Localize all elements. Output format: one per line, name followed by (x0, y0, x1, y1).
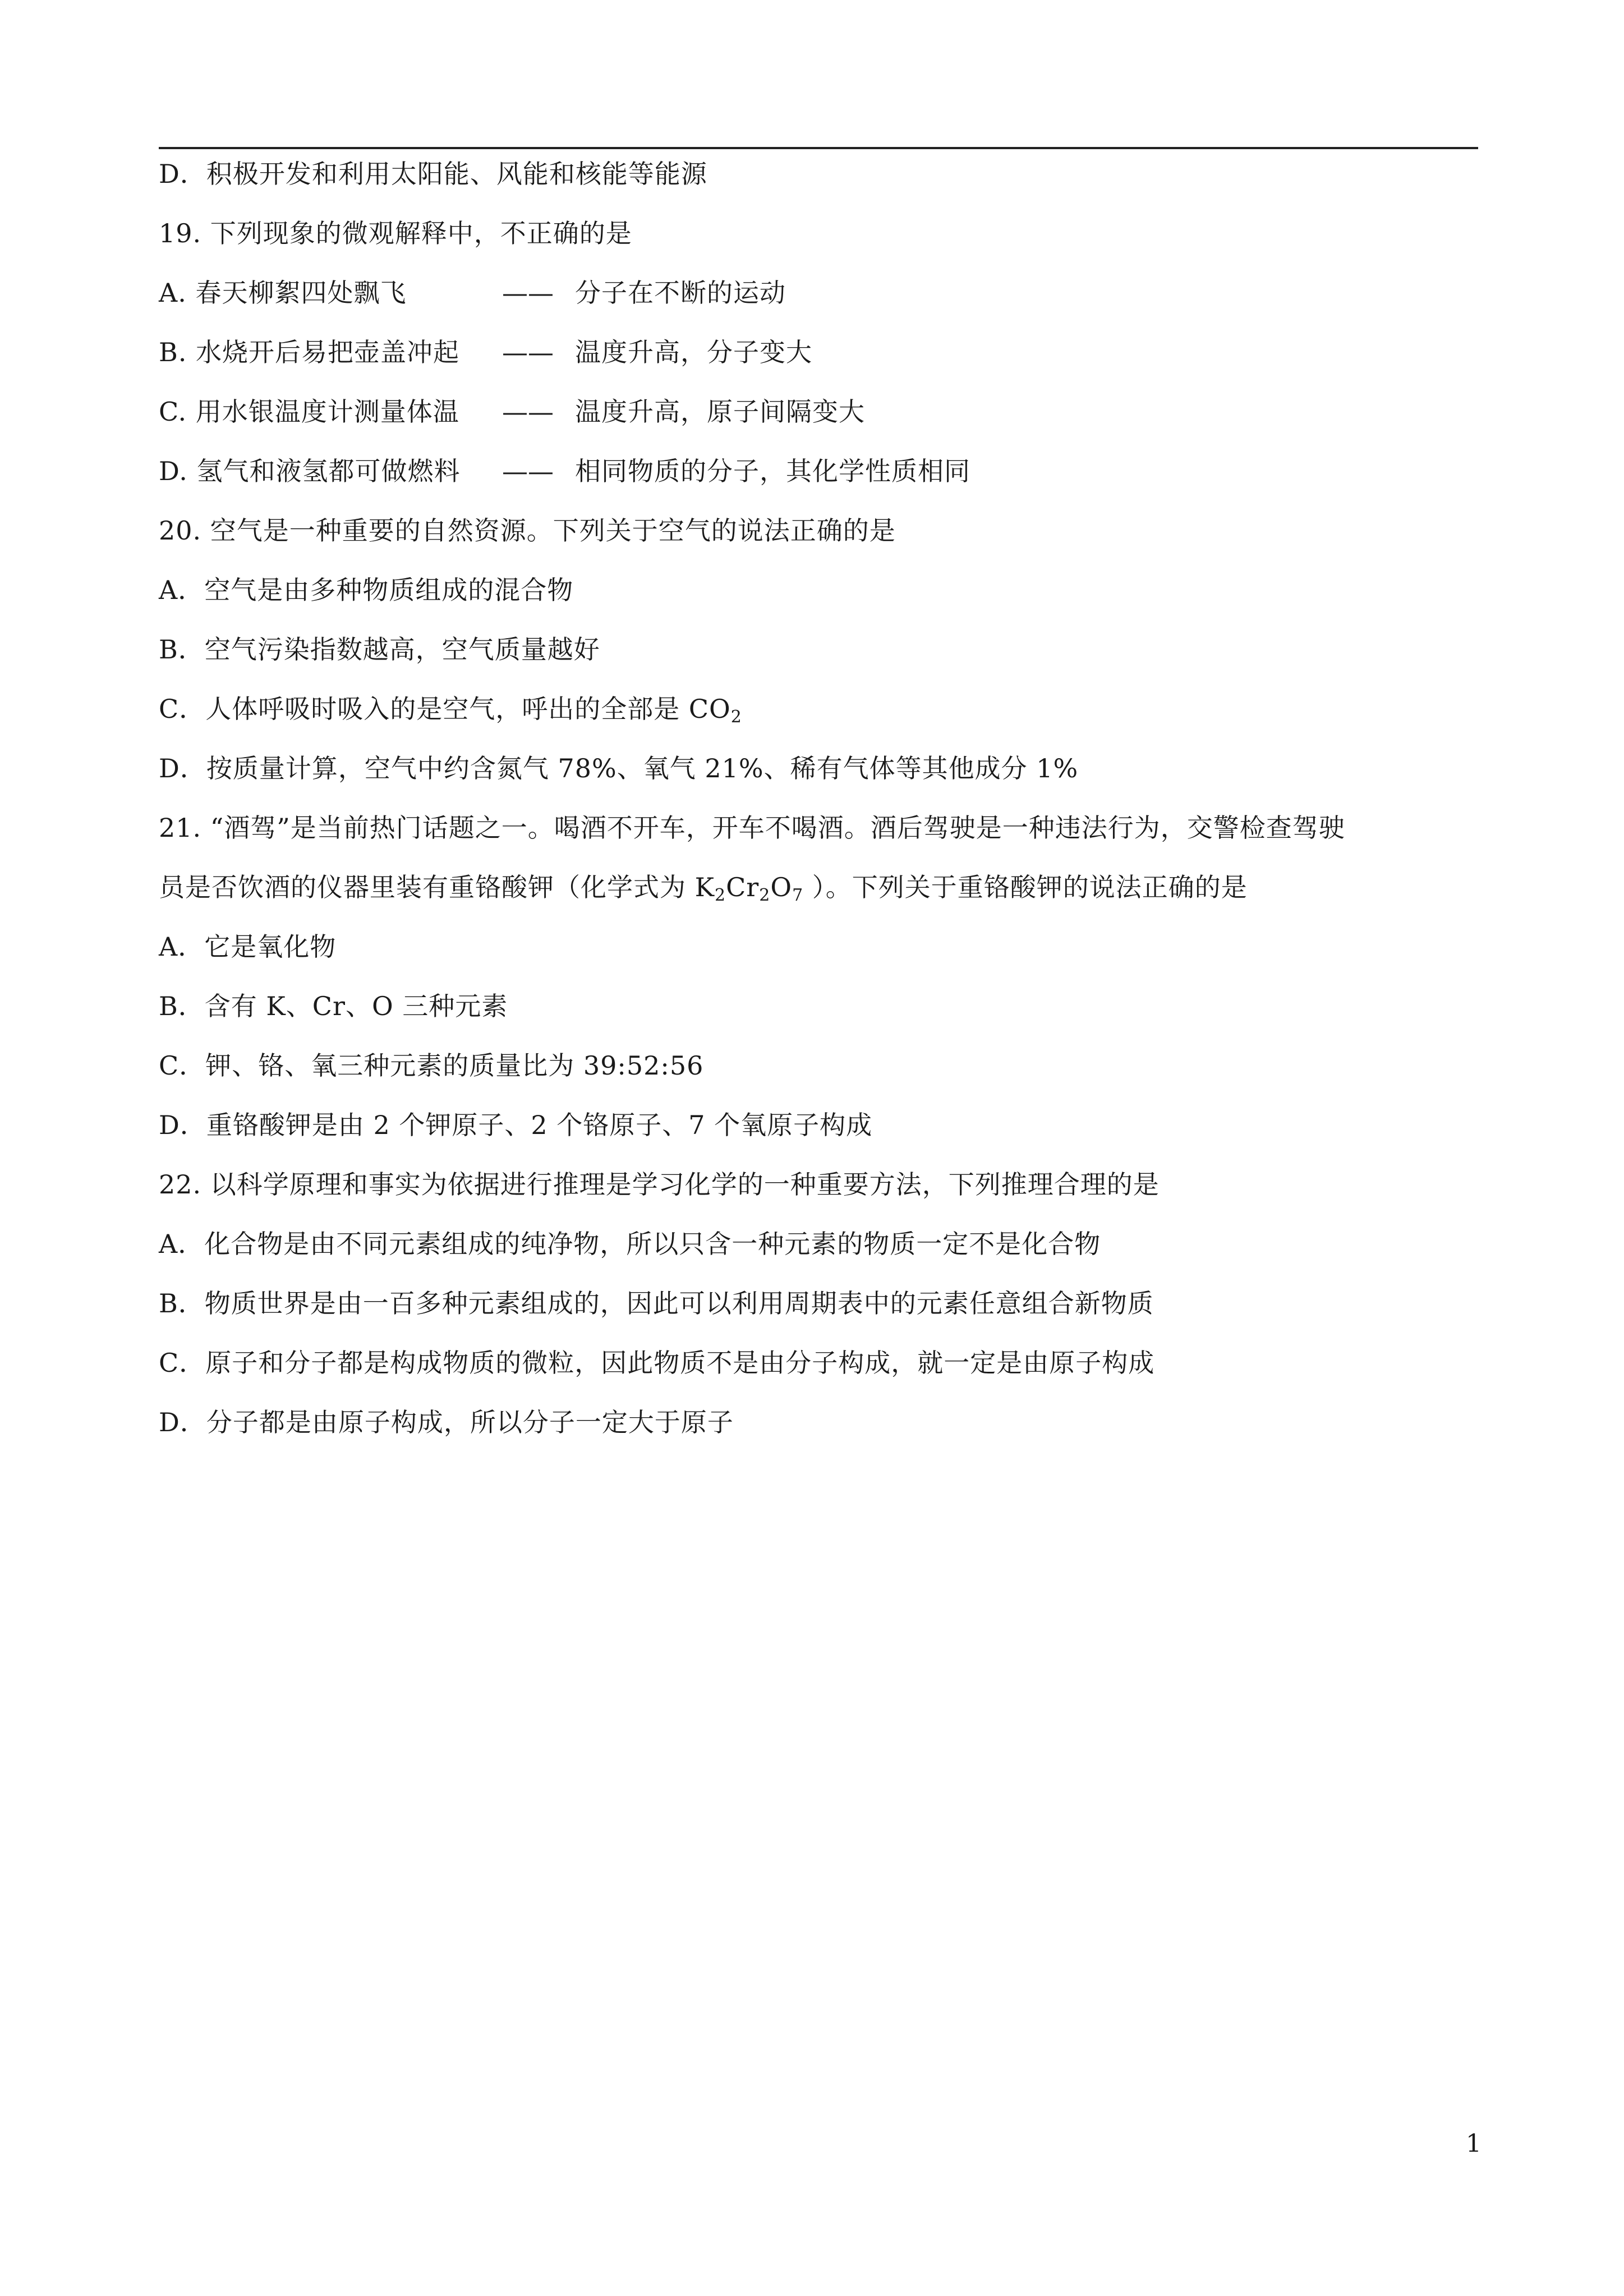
q19-option-d-label: D. 氢气和液氢都可做燃料 (159, 456, 461, 486)
q21-stem-line2 (159, 872, 1248, 903)
q19-option-c-label: C. 用水银温度计测量体温 (159, 397, 459, 427)
q21-option-b: B．含有 K、Cr、O 三种元素 (159, 991, 508, 1021)
q19-option-d-dash: —— (502, 456, 554, 486)
q22-option-d: D．分子都是由原子构成，所以分子一定大于原子 (159, 1407, 734, 1437)
header-rule (159, 147, 1478, 149)
q19-option-a-explanation: 分子在不断的运动 (575, 278, 786, 308)
q21-option-d: D．重铬酸钾是由 2 个钾原子、2 个铬原子、7 个氧原子构成 (159, 1110, 873, 1140)
q22-option-b: B．物质世界是由一百多种元素组成的，因此可以利用周期表中的元素任意组合新物质 (159, 1288, 1154, 1318)
q19-option-b-dash: —— (502, 337, 554, 367)
q21-option-c: C．钾、铬、氧三种元素的质量比为 39:52:56 (159, 1050, 704, 1081)
q22-option-a: A．化合物是由不同元素组成的纯净物，所以只含一种元素的物质一定不是化合物 (159, 1229, 1101, 1259)
q21-stem-line1: 21. “酒驾”是当前热门话题之一。喝酒不开车，开车不喝酒。酒后驾驶是一种违法行为，交警检查驾驶 (159, 813, 1345, 843)
q21-stem-line2-text: 员是否饮酒的仪器里装有重铬酸钾（化学式为 K (159, 872, 715, 902)
q19-option-d-explanation: 相同物质的分子，其化学性质相同 (575, 456, 970, 486)
q19-option-b-label: B. 水烧开后易把壶盖冲起 (159, 337, 460, 367)
q19-option-c-dash: —— (502, 397, 554, 427)
q20-option-c (159, 693, 742, 725)
q21-formula-o-subscript: 7 (792, 886, 804, 905)
q21-formula-o: O (770, 872, 793, 902)
q20-option-c-subscript: 2 (730, 707, 742, 727)
q21-formula-cr: Cr (726, 872, 760, 902)
q19-stem: 19. 下列现象的微观解释中，不正确的是 (159, 218, 632, 248)
q20-stem: 20. 空气是一种重要的自然资源。下列关于空气的说法正确的是 (159, 515, 896, 546)
q22-stem: 22. 以科学原理和事实为依据进行推理是学习化学的一种重要方法，下列推理合理的是 (159, 1169, 1160, 1200)
q18-option-d: D．积极开发和利用太阳能、风能和核能等能源 (159, 159, 707, 189)
q21-formula-k-subscript: 2 (715, 886, 726, 905)
q19-option-b-explanation: 温度升高，分子变大 (575, 337, 812, 367)
q20-option-d: D．按质量计算，空气中约含氮气 78%、氧气 21%、稀有气体等其他成分 1% (159, 753, 1079, 783)
q21-option-a: A．它是氧化物 (159, 932, 337, 962)
page-number: 1 (1466, 2129, 1482, 2158)
q19-option-c-explanation: 温度升高，原子间隔变大 (575, 397, 865, 427)
q20-option-a: A．空气是由多种物质组成的混合物 (159, 575, 574, 605)
q21-formula-cr-subscript: 2 (759, 886, 771, 905)
q20-option-b: B．空气污染指数越高，空气质量越好 (159, 634, 600, 665)
q21-stem-line2-suffix: ）。下列关于重铬酸钾的说法正确的是 (803, 872, 1248, 902)
q22-option-c: C．原子和分子都是构成物质的微粒，因此物质不是由分子构成，就一定是由原子构成 (159, 1348, 1155, 1378)
q20-option-c-text: C．人体呼吸时吸入的是空气，呼出的全部是 CO (159, 694, 731, 724)
q19-option-a-dash: —— (502, 278, 554, 308)
q19-option-a-label: A. 春天柳絮四处飘飞 (159, 278, 407, 308)
